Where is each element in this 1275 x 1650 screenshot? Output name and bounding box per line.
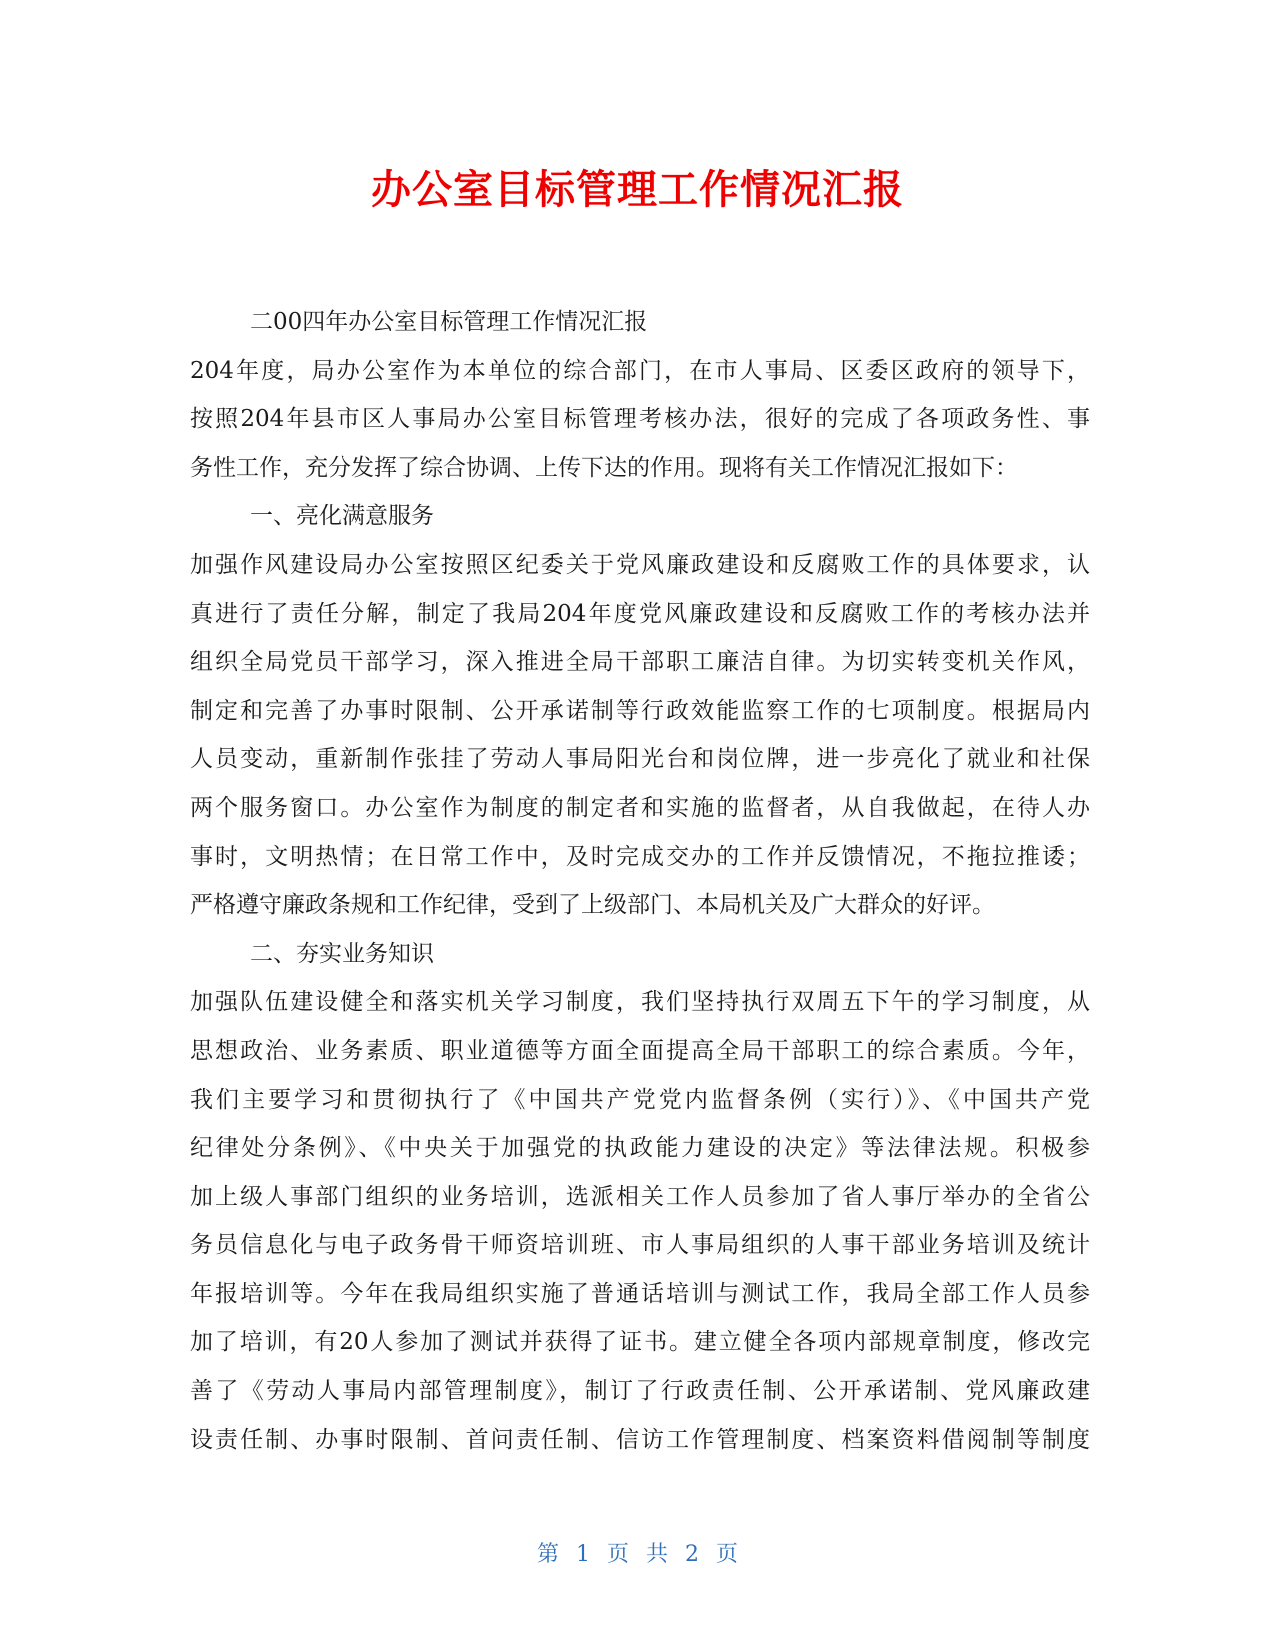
paragraph-line: 制定和完善了办事时限制、公开承诺制等行政效能监察工作的七项制度。根据局内: [190, 697, 1090, 724]
paragraph-line: 人员变动，重新制作张挂了劳动人事局阳光台和岗位牌，进一步亮化了就业和社保: [190, 746, 1090, 773]
paragraph-line: 组织全局党员干部学习，深入推进全局干部职工廉洁自律。为切实转变机关作风，: [190, 649, 1090, 676]
paragraph-line: 加上级人事部门组织的业务培训，选派相关工作人员参加了省人事厅举办的全省公: [190, 1183, 1090, 1210]
paragraph-line: 严格遵守廉政条规和工作纪律，受到了上级部门、本局机关及广大群众的好评。: [190, 892, 995, 919]
paragraph-line: 加强队伍建设健全和落实机关学习制度，我们坚持执行双周五下午的学习制度，从: [190, 989, 1090, 1016]
paragraph-line: 加了培训，有20人参加了测试并获得了证书。建立健全各项内部规章制度，修改完: [190, 1329, 1090, 1356]
paragraph-line: 善了《劳动人事局内部管理制度》，制订了行政责任制、公开承诺制、党风廉政建: [190, 1378, 1090, 1405]
paragraph-line: 年报培训等。今年在我局组织实施了普通话培训与测试工作，我局全部工作人员参: [190, 1280, 1090, 1307]
paragraph-line: 思想政治、业务素质、职业道德等方面全面提高全局干部职工的综合素质。今年，: [190, 1037, 1090, 1064]
footer-total-label: 共: [646, 1542, 669, 1567]
paragraph-line: 按照204年县市区人事局办公室目标管理考核办法，很好的完成了各项政务性、事: [190, 406, 1090, 433]
paragraph-line: 务性工作，充分发挥了综合协调、上传下达的作用。现将有关工作情况汇报如下：: [190, 454, 1018, 481]
footer-page-word: 页: [606, 1542, 629, 1567]
current-page-number: 1: [575, 1542, 590, 1567]
paragraph-line: 两个服务窗口。办公室作为制度的制定者和实施的监督者，从自我做起，在待人办: [190, 794, 1090, 821]
paragraph-line: 我们主要学习和贯彻执行了《中国共产党党内监督条例（实行）》、《中国共产党: [190, 1086, 1090, 1113]
section-heading: 二、夯实业务知识: [250, 940, 434, 967]
paragraph-line: 纪律处分条例》、《中央关于加强党的执政能力建设的决定》等法律法规。积极参: [190, 1135, 1090, 1162]
paragraph-line: 204年度，局办公室作为本单位的综合部门，在市人事局、区委区政府的领导下，: [190, 357, 1090, 384]
paragraph-line: 设责任制、办事时限制、首问责任制、信访工作管理制度、档案资料借阅制等制度: [190, 1426, 1090, 1453]
paragraph-line: 二00四年办公室目标管理工作情况汇报: [250, 309, 648, 335]
paragraph-line: 真进行了责任分解，制定了我局204年度党风廉政建设和反腐败工作的考核办法并: [190, 600, 1090, 627]
paragraph-line: 加强作风建设局办公室按照区纪委关于党风廉政建设和反腐败工作的具体要求，认: [190, 551, 1090, 578]
footer-prefix: 第: [536, 1542, 559, 1567]
footer-suffix: 页: [716, 1542, 739, 1567]
paragraph-line: 事时，文明热情；在日常工作中，及时完成交办的工作并反馈情况，不拖拉推诿；: [190, 843, 1090, 870]
page-footer: [0, 1540, 1275, 1570]
paragraph-line: 务员信息化与电子政务骨干师资培训班、市人事局组织的人事干部业务培训及统计: [190, 1232, 1090, 1259]
total-page-number: 2: [685, 1542, 700, 1567]
section-heading: 一、亮化满意服务: [250, 503, 434, 530]
document-title: 办公室目标管理工作情况汇报: [371, 167, 904, 213]
document-body: [190, 298, 1090, 1464]
